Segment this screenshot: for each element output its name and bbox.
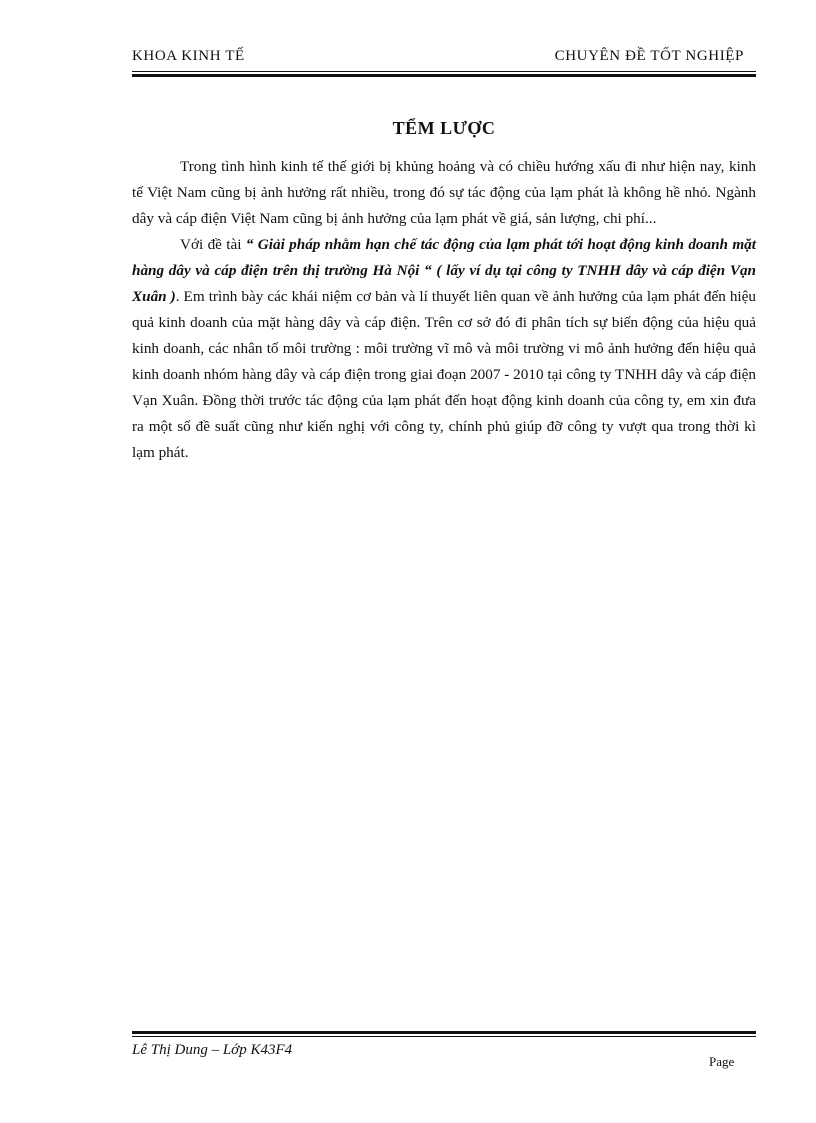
header-rule-thick <box>132 74 756 77</box>
header-thesis-type: CHUYÊN ĐỀ TỐT NGHIỆP <box>554 48 744 64</box>
paragraph-2-rest: . Em trình bày các khái niệm cơ bản và lí thuyết liên quan về ảnh hưởng của lạm phát đến hiệu quả kinh doanh của mặt hàng dây và cáp điện. Trên cơ sở đó đi phân tích sự biến động của hiệu quả kinh doanh, các nhân tố môi trường : môi trường vĩ mô và môi trường vi mô ảnh hưởng đến hiệu quả kinh doanh nhóm hàng dây và cáp điện trong giai đoạn 2007 - 2010 tại công ty TNHH dây và cáp điện Vạn Xuân. Đồng thời trước tác động của lạm phát đến hoạt động kinh doanh của công ty, em xin đưa ra một số đề suất cũng như kiến nghị với công ty, chính phủ giúp đỡ công ty vượt qua trong thời kì lạm phát. <box>132 288 756 461</box>
paragraph-2-intro: Với đề tài <box>180 236 246 253</box>
footer-author: Lê Thị Dung – Lớp K43F4 <box>132 1042 293 1058</box>
page-title: TỂM LƯỢC <box>392 118 496 138</box>
page-header <box>132 48 756 70</box>
abstract-body <box>132 154 756 466</box>
header-faculty: KHOA KINH TẾ <box>132 48 245 64</box>
footer-page-label: Page <box>709 1054 735 1069</box>
footer-rule-thick <box>132 1031 756 1034</box>
header-rule-thin <box>132 71 756 72</box>
footer-rule-thin <box>132 1036 756 1037</box>
paragraph-2 <box>132 232 756 466</box>
paragraph-1: Trong tình hình kinh tế thế giới bị khủng hoảng và có chiều hướng xấu đi như hiện nay, kinh tế Việt Nam cũng bị ảnh hưởng rất nhiều, trong đó sự tác động của lạm phát là không hề nhỏ. Ngành dây và cáp điện Việt Nam cũng bị ảnh hưởng của lạm phát về giá, sản lượng, chi phí... <box>132 158 756 227</box>
thesis-topic: “ Giải pháp nhằm hạn chế tác động của lạm phát tới hoạt động kinh doanh mặt hàng dây và cáp điện trên thị trường Hà Nội “ ( lấy ví dụ tại công ty TNHH dây và cáp điện Vạn Xuân ) <box>132 236 756 305</box>
